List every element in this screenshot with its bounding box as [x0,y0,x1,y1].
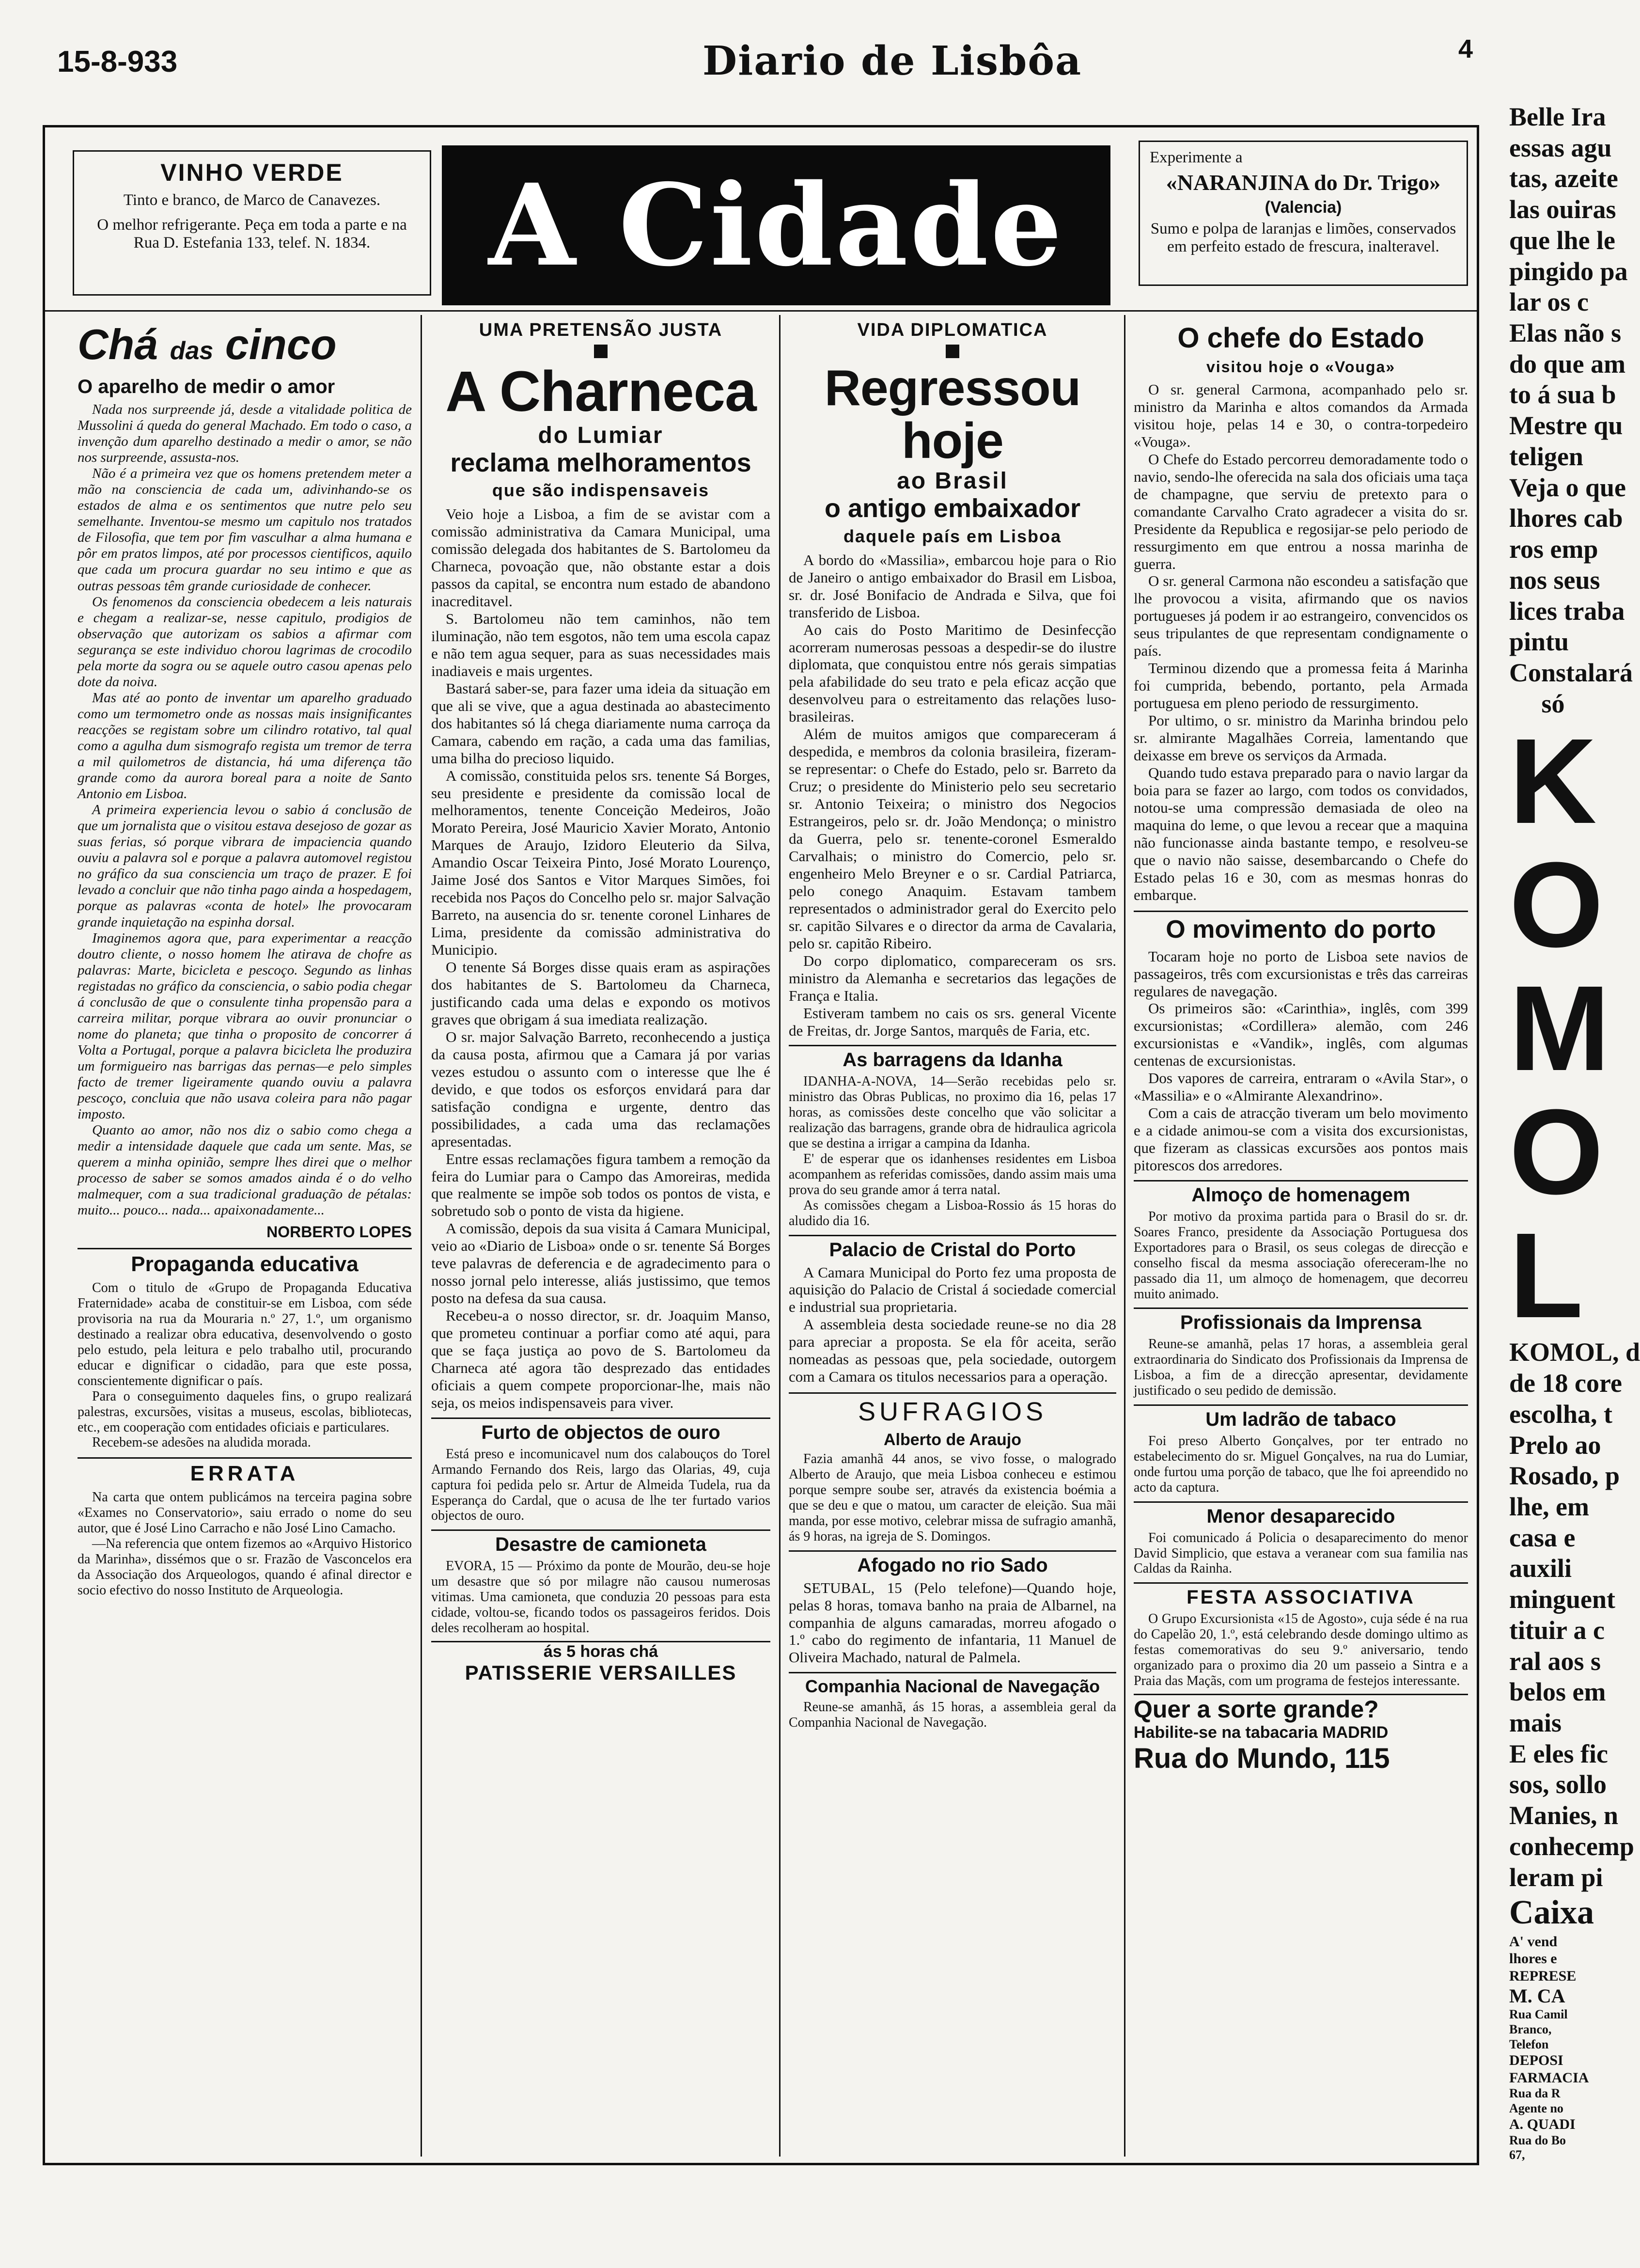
article-imprensa-body [1134,1337,1468,1399]
kicker-diplomatica: VIDA DIPLOMATICA [857,320,1048,340]
paragraph: Por motivo da proxima partida para o Brasil do sr. dr. Soares Franco, presidente da Associação Portuguesa dos Exportadores para o Brasil, os seus colegas de direcção e conselho fiscal da mesma associação ofereceram-lhe no passado dia 11, um almoço de homenagem, que decorreu muito animado. [1134,1209,1468,1302]
edge-line: Mestre qu [1509,411,1623,441]
article-menor-title: Menor desaparecido [1134,1501,1468,1528]
edge-line: Branco, [1509,2022,1552,2036]
headline-charneca: A Charneca [445,360,756,424]
paragraph: IDANHA-A-NOVA, 14—Serão recebidas pelo sr. ministro das Obras Publicas, no proximo dia 16, pelas 17 horas, as comissões deste concelho que vão solicitar a realização das barragens, grande obra de hidraulica agricola que se destina a irrigar a campina da Idanha. [789,1074,1116,1151]
column-1 [78,320,412,2152]
paragraph: A bordo do «Massilia», embarcou hoje para o Rio de Janeiro o antigo embaixador do Brasil em Lisboa, sr. dr. José Bonifacio de Andrada e Silva, que foi transferido de Lisboa. [789,551,1116,621]
article-palacio-title: Palacio de Cristal do Porto [789,1235,1116,1261]
article-sufragios-body [789,1451,1116,1544]
edge-line: teligen [1509,441,1583,471]
paragraph: Mas até ao ponto de inventar um aparelho graduado como um termometro onde as nossas mais insignificantes reacções se registam sobre um cilindro rotativo, tal qual como a agulha dum sismografo regista um tremor de terra a mil quilometros de distancia, há uma diferença tão grande como da aurora boreal para a noite de Santo Antonio em Lisboa. [78,690,412,802]
edge-line: Agente no [1509,2101,1563,2115]
edge-line: lar os c [1509,287,1589,317]
ad-naranjina-pre: Experimente a [1150,149,1243,166]
paragraph: Está preso e incomunicavel num dos calabouços do Torel Armando Fernando dos Reis, largo das Olarias, 49, cuja captura foi pedida pelo sr. Artur de Almeida Tudela, rua da Esperança do Cardal, que o acusa de lhe ter furtado varios objectos de ouro. [431,1446,770,1524]
edge-line: que lhe le [1509,225,1616,255]
section-banner: A Cidade [442,145,1110,305]
edge-line: Manies, n [1509,1801,1619,1830]
paragraph: A assembleia desta sociedade reune-se no dia 28 para apreciar a proposta. Se ela fôr aceita, serão nomeadas as pessoas que, pela sociedade, outorgem com a Camara os titulos necessarios para a operação. [789,1316,1116,1386]
article-propaganda-title: Propaganda educativa [78,1248,412,1276]
article-chefe-title: O chefe do Estado [1177,322,1424,354]
paragraph: Reune-se amanhã, pelas 17 horas, a assembleia geral extraordinaria do Sindicato dos Profissionais da Imprensa de Lisboa, a fim de a direcção apresentar, devidamente justificado o seu pedido de demissão. [1134,1337,1468,1399]
paragraph: A comissão, constituida pelos srs. tenente Sá Borges, seu presidente e presidente da comissão local de melhoramentos, tenente Conceição Medeiros, João Morato Pereira, José Mauricio Xavier Morato, Antonio Marques de Araujo, Izidoro Eleuterio da Silva, Amandio Oscar Teixeira Pinto, José Morato Lourenço, Jaime José dos Santos e Vitor Marques Simões, foi recebida nos Paços do Concelho pelo sr. major Salvação Barreto, na ausencia do sr. tenente coronel Linhares de Lima, presidente da comissão administrativa do Municipio. [431,767,770,959]
ad-sorte-line1: Quer a sorte grande? [1134,1695,1379,1723]
article-furto-title: Furto de objectos de ouro [431,1418,770,1444]
article-companhia-title: Companhia Nacional de Navegação [789,1672,1116,1697]
edge-line: Veja o que [1509,472,1626,502]
paragraph: As comissões chegam a Lisboa-Rossio ás 15 horas do aludido dia 16. [789,1197,1116,1228]
paragraph: Tocaram hoje no porto de Lisboa sete navios de passageiros, três com excursionistas e três das carreiras regulares de navegação. [1134,947,1468,1000]
edge-line: do que am [1509,349,1626,378]
ad-naranjina-text: Sumo e polpa de laranjas e limões, conservados em perfeito estado de frescura, inalteravel. [1150,220,1456,255]
ad-sorte-line3: Rua do Mundo, 115 [1134,1742,1390,1774]
edge-line: lhores cab [1509,504,1623,533]
ad-vinho-line1: Tinto e branco, de Marco de Canavezes. [123,191,381,209]
paragraph: Imaginemos agora que, para experimentar a reacção doutro cliente, o nosso homem lhe atirava de chofre as palavras: Marte, bicicleta e pescoço. Segundo as linhas registadas no gráfico da consciencia, o sabio podia chegar á conclusão de que o consulente tinha propensão para a carreira militar, porque vibrara ao ouvir pronunciar o nome do planeta; que tinha o proposito de concorrer á Volta a Portugal, porque a palavra bicicleta lhe produzira um formigueiro nas barrigas das pernas—e pelo simples facto de tremer ligeiramente quando ouviu a palavra pescoço, concluia que não usava coleira para não pagar imposto. [78,930,412,1122]
edge-line: conhecemp [1509,1831,1634,1861]
edge-big-letter: M [1509,961,1610,1096]
edge-big-letter: O [1509,1084,1604,1220]
paragraph: Ao cais do Posto Maritimo de Desinfecção acorreram numerosas pessoas a despedir-se do ilustre diplomata, que conquistou entre nós gerais simpatias pela afabilidade do seu trato e pela eficaz acção que desenvolveu para o estreitamento das relações luso-brasileiras. [789,621,1116,725]
column-2 [431,320,770,2152]
top-rule [45,310,1477,312]
paragraph: SETUBAL, 15 (Pelo telefone)—Quando hoje, pelas 8 horas, tomava banho na praia de Albarnel, na companhia de alguns camaradas, morreu afogado o 1.º cabo do regimento de infantaria, 11 Manuel de Oliveira Machado, natural de Palmela. [789,1579,1116,1666]
paragraph: Os fenomenos da consciencia obedecem a leis naturais e chegam a realizar-se, nesse capitulo, prodigios de observação que autorizam os sabios a afirmar com segurança se este individuo chorou lagrimas de crocodilo pela morte da sogra ou se aquele outro casou apenas pelo dote da noiva. [78,594,412,690]
edge-line: Telefon [1509,2037,1549,2051]
article-idanha-body [789,1074,1116,1228]
article-errata-body [78,1490,412,1598]
subhead-brasil: ao Brasil [897,468,1008,494]
ad-vinho-title: VINHO VERDE [160,159,344,186]
paragraph: Os primeiros são: «Carinthia», inglês, com 399 excursionistas; «Cordillera» alemão, com 246 excursionistas e «Vandik», inglês, com algumas centenas de excursionistas. [1134,1000,1468,1070]
edge-line: tituir a c [1509,1615,1605,1645]
paragraph: Com a cais de atracção tiveram um belo movimento e a cidade animou-se com a visita dos excursionistas, que fizeram as classicas excursões aos pontos mais pitorescos dos arredores. [1134,1104,1468,1174]
right-edge-clipped-column [1509,102,1640,2200]
paragraph: Recebeu-a o nosso director, sr. dr. Joaquim Manso, que prometeu continuar a porfiar como até aqui, para que se faça justiça ao povo de S. Bartolomeu da Charneca até agora tão desprezado das entidades oficiais a quem compete proporcionar-lhe, mais não seja, os meios indispensaveis para viver. [431,1307,770,1411]
cinco-word: cinco [225,320,337,368]
subhead-lumiar: do Lumiar [538,422,664,448]
edge-line: auxili [1509,1554,1572,1583]
edge-line: Rua do Bo [1509,2133,1566,2147]
paragraph: Foi preso Alberto Gonçalves, por ter entrado no estabelecimento do sr. Miguel Gonçalves, na rua do Lumiar, onde furtou uma porção de tabaco, que lhe foi apreendido no acto da captura. [1134,1433,1468,1495]
article-desastre-body [431,1559,770,1636]
edge-line: Caixa [1509,1894,1594,1932]
kicker-separator [594,345,608,358]
article-desastre-title: Desastre de camioneta [431,1529,770,1556]
paragraph: A comissão, depois da sua visita á Camara Municipal, veio ao «Diario de Lisboa» onde o sr. tenente Sá Borges teve palavras de deferencia e de agradecimento para o nosso jornal pelo interesse, aliás justissimo, que temos posto na defesa da sua causa. [431,1220,770,1307]
paragraph: Terminou dizendo que a promessa feita á Marinha foi cumprida, bebendo, portanto, pela Armada portuguesa em pleno periodo de ressurgimento. [1134,660,1468,712]
edge-line: A' vend [1509,1933,1558,1950]
edge-line: lhores e [1509,1951,1557,1967]
article-porto-body [1134,948,1468,1174]
edge-line: só [1541,689,1565,718]
article-charneca-body [431,505,770,1412]
edge-line: FARMACIA [1509,2069,1589,2086]
edge-big-letter: O [1509,837,1604,973]
article-chefe-deck: visitou hoje o «Vouga» [1206,358,1396,376]
paragraph: Além de muitos amigos que compareceram á despedida, e membros da colonia brasileira, fizeram-se representar: o Chefe do Estado, pelo sr. Barreto da Cruz; o presidente do Ministerio pelo seu secretario sr. Antonio Teixeira; o ministro dos Negocios Estrangeiros, pelo sr. dr. João Mendonça; o ministro da Guerra, pelo sr. tenente-coronel Esmeraldo Carvalhais; o ministro do Comercio, pelo sr. engenheiro Melo Breyner e o sr. Cardial Patriarca, pelo conego Anaquim. Estavam tambem representados o administrador geral do Exercito pelo sr. capitão Silvares e o director da arma de Cavalaria, pelo sr. capitão Ribeiro. [789,725,1116,952]
cha-word: Chá [78,320,158,368]
article-companhia-body [789,1700,1116,1731]
article-imprensa-title: Profissionais da Imprensa [1134,1307,1468,1334]
edge-line: de 18 core [1509,1369,1622,1398]
edge-line: Belle Ira [1509,102,1606,131]
edge-line: essas agu [1509,133,1612,162]
article-idanha-title: As barragens da Idanha [789,1045,1116,1071]
paragraph: Veio hoje a Lisboa, a fim de se avistar com a comissão administrativa da Camara Municipal, uma comissão delegada dos habitantes de S. Bartolomeu da Charneca, povoação que, não obstante estar a dois passos da capital, se encontra num estado de abandono inacreditavel. [431,505,770,610]
paragraph: O sr. major Salvação Barreto, reconhecendo a justiça da causa posta, afirmou que a Camara já por varias vezes estudou o assunto com o interesse que lhe é devido, e que todos os esforços envidará para dar satisfação condigna e urgente, dentro das possibilidades, a cada uma das reclamações apresentadas. [431,1028,770,1150]
edge-line: leram pi [1509,1862,1603,1892]
article-afogado-body [789,1579,1116,1667]
ad-patisserie-line1: ás 5 horas chá [543,1642,658,1661]
edge-line: A. QUADI [1509,2116,1576,2133]
article-amor-title: O aparelho de medir o amor [78,376,335,397]
article-amor-body [78,402,412,1218]
subhead-embaixador: o antigo embaixador [824,494,1081,523]
edge-line: to á sua b [1509,380,1616,410]
article-furto-body [431,1447,770,1524]
author-signature: NORBERTO LOPES [266,1223,412,1241]
kicker-pretensao: UMA PRETENSÃO JUSTA [479,320,723,340]
cha-das-cinco-title [78,320,412,369]
paragraph: Entre essas reclamações figura tambem a remoção da feira do Lumiar para o Campo das Amoreiras, medida que realmente se impõe sob todos os pontos de vista, e sobretudo sob o ponto de vista da higiene. [431,1150,770,1220]
deck-lisboa: daquele país em Lisboa [843,526,1062,546]
edge-big-letter: L [1509,1208,1583,1343]
ad-vinho-line2: O melhor refrigerante. Peça em toda a parte e na Rua D. Estefania 133, telef. N. 1834. [97,216,407,252]
article-sufragios-subtitle: Alberto de Araujo [884,1431,1021,1449]
article-palacio-body [789,1264,1116,1386]
article-ladrao-body [1134,1433,1468,1496]
edge-line: belos em [1509,1677,1606,1707]
paragraph: —Na referencia que ontem fizemos ao «Arquivo Historico da Marinha», dissémos que o sr. Frazão de Vasconcelos era da Associação dos Arqueologos, quando é afinal director e socio efectivo do nosso Instituto de Arqueologia. [78,1536,412,1598]
edge-line: ros emp [1509,535,1598,564]
edge-line: REPRESE [1509,1968,1577,1984]
page-number: 4 [1458,34,1473,63]
col-rule-3 [1124,315,1125,2157]
edge-line: escolha, t [1509,1399,1612,1429]
edge-line: pintu [1509,627,1569,657]
headline-regressou: Regressou hoje [824,360,1081,470]
paragraph: O Chefe do Estado percorreu demoradamente todo o navio, sendo-lhe oferecida na sala dos oficiais uma taça de champagne, que serviu de pretexto para o comandante Carvalho Crato agradecer a visita do sr. Presidente da Republica e regosijar-se pelo periodo de ressurgimento em que entrou a nossa marinha de guerra. [1134,450,1468,572]
article-chefe-body [1134,381,1468,904]
edge-line: casa e [1509,1523,1576,1552]
issue-date: 15-8-933 [57,45,178,79]
article-menor-body [1134,1530,1468,1577]
paragraph: Do corpo diplomatico, compareceram os srs. ministro da Alemanha e secretarios das legações de França e Italia. [789,952,1116,1004]
edge-line: lhe, em [1509,1492,1589,1521]
paragraph: E' de esperar que os idanhenses residentes em Lisboa acompanhem as referidas comissões, dando assim mais uma prova do seu grande amor á terra natal. [789,1151,1116,1197]
paragraph: Com o titulo de «Grupo de Propaganda Educativa Fraternidade» acaba de constituir-se em Lisboa, com séde provisoria na rua da Mouraria n.º 27, 1.º, um organismo destinado a realizar obra educativa, desenvolvendo o gosto pelo estudo, pela leitura e pelo trabalho util, procurando educar e dignificar o cidadão, para que este possa, conscientemente dignificar o país. [78,1280,412,1388]
edge-line: las ouiras [1509,195,1616,224]
edge-line: sos, sollo [1509,1770,1607,1799]
paragraph: Não é a primeira vez que os homens pretendem meter a mão na consciencia de cada um, adivinhando-se os estados de alma e os sentimentos que nutre pelo seu semelhante. Inventou-se mesmo um capitulo nos tratados de Filosofia, que tem por fim vasculhar a alma humana e pôr em pratos limpos, até por processos cientificos, aquilo que cada um procura guardar no seu intimo e que as outras pessoas têm grande curiosidade de conhecer. [78,466,412,594]
paragraph: S. Bartolomeu não tem caminhos, não tem iluminação, não tem esgotos, não tem uma escola capaz e não tem agua sequer, para as suas necessidades mais inadiaveis e mais urgentes. [431,610,770,679]
edge-line: Rua da R [1509,2086,1561,2101]
paragraph: EVORA, 15 — Próximo da ponte de Mourão, deu-se hoje um desastre que só por milagre não causou numerosas vitimas. Uma camioneta, que conduzia 20 pessoas para esta cidade, voltou-se, ficando todos os passageiros feridos. Dois deles recolheram ao hospital. [431,1559,770,1636]
paragraph: O tenente Sá Borges disse quais eram as aspirações dos habitantes de S. Bartolomeu da Charneca, justificando cada uma delas e expondo os motivos graves que obrigam á sua imediata realização. [431,959,770,1028]
paragraph: Bastará saber-se, para fazer uma ideia da situação em que ali se vive, que a agua destinada ao abastecimento dos habitantes só lá chega diariamente numa carroça da Camara, cabendo em ração, a cada uma das familias, uma bilha do precioso liquido. [431,679,770,767]
paragraph: Na carta que ontem publicámos na terceira pagina sobre «Exames no Conservatorio», saiu errado o nome do seu autor, que é José Lino Carracho e não José Lino Camacho. [78,1490,412,1536]
edge-line: lices traba [1509,596,1625,626]
paragraph: A Camara Municipal do Porto fez uma proposta de aquisição do Palacio de Cristal á sociedade comercial e industrial sua proprietaria. [789,1263,1116,1316]
col-rule-2 [779,315,781,2157]
ad-naranjina [1139,141,1468,286]
article-almoco-title: Almoço de homenagem [1134,1180,1468,1206]
das-word: das [170,337,214,365]
subhead-melhoramentos: reclama melhoramentos [450,448,751,477]
article-errata-title: ERRATA [78,1457,412,1486]
edge-line: 67, [1509,2148,1525,2162]
masthead: Diario de Lisbôa [703,38,1082,84]
paragraph: A primeira experiencia levou o sabio á conclusão de que um jornalista que o visitou estava desejoso de gozar as suas ferias, só porque vibrara de impaciencia quando ouviu a palavra sol e porque a palavra automovel registou no gráfico da sua consciencia um traço de prazer. E foi levado a concluir que não tinha pago ainda a hospedagem, porque as palavras «conta de hotel» lhe provocaram grande inquietação na espinha dorsal. [78,802,412,930]
ad-vinho-verde [73,150,431,296]
deck-indispensaveis: que são indispensaveis [492,480,710,501]
article-embaixador-body [789,551,1116,1040]
article-porto-title: O movimento do porto [1134,911,1468,944]
edge-line: Prelo ao [1509,1430,1601,1460]
edge-line: Rosado, p [1509,1461,1620,1491]
paragraph: Por ultimo, o sr. ministro da Marinha brindou pelo sr. almirante Magalhães Correia, lamentando que deixasse em breve os serviços da Armada. [1134,712,1468,764]
paragraph: O sr. general Carmona não escondeu a satisfação que lhe provocou a visita, afirmando que os navios portugueses já podem ir ao estrangeiro, convencidos os seus tripulantes de que representam condignamente o país. [1134,572,1468,660]
article-festa-body [1134,1611,1468,1689]
edge-line: minguent [1509,1585,1616,1614]
kicker-separator [946,345,959,358]
edge-line: tas, azeite [1509,164,1618,193]
article-afogado-title: Afogado no rio Sado [789,1550,1116,1576]
paragraph: Reune-se amanhã, ás 15 horas, a assembleia geral da Companhia Nacional de Navegação. [789,1700,1116,1731]
paragraph: Estiveram tambem no cais os srs. general Vicente de Freitas, dr. Jorge Santos, marquês de Faria, etc. [789,1004,1116,1039]
paragraph: Para o conseguimento daqueles fins, o grupo realizará palestras, excursões, visitas a museus, escolas, bibliotecas, etc., em cooperação com entidades oficiais e particulares. [78,1388,412,1435]
paragraph: Quanto ao amor, não nos diz o sabio como chega a medir a intensidade daquele que cada um sente. Mas, se querem a minha opinião, sempre lhes direi que o melhor processo de saber se somos amados ainda é o do velho malmequer, com a sua tradicional graduação de pétalas: muito... pouco... nada... apaixonadamente... [78,1122,412,1218]
edge-line: KOMOL, d [1509,1338,1640,1367]
edge-line: ral aos s [1509,1646,1601,1676]
paragraph: Foi comunicado á Policia o desaparecimento do menor David Simplicio, que estava a veranear com sua familia nas Caldas da Rainha. [1134,1530,1468,1576]
paragraph: Quando tudo estava preparado para o navio largar da boia para se fazer ao largo, com todos os convidados, notou-se uma compressão demasiada de oleo na maquina do leme, o que levou a recear que a maquina não funcionasse ainda bastante tempo, e resolveu-se que o navio não saisse, desembarcando o Chefe do Estado pelas 16 e 30, com as mesmas honras do embarque. [1134,764,1468,903]
edge-big-letter: K [1509,713,1597,849]
paragraph: Dos vapores de carreira, entraram o «Avila Star», o «Massilia» e o «Almirante Alexandrino». [1134,1070,1468,1104]
ad-naranjina-name: «NARANJINA do Dr. Trigo» [1166,170,1441,195]
column-3 [789,320,1116,2152]
ad-sorte-grande [1134,1694,1468,1775]
col-rule-1 [421,315,422,2157]
ad-patisserie-line2: PATISSERIE VERSAILLES [465,1661,737,1684]
edge-line: nos seus [1509,565,1600,595]
edge-line: M. CA [1509,1985,1565,2007]
edge-line: E eles fic [1509,1739,1608,1768]
paragraph: Recebem-se adesões na aludida morada. [92,1435,311,1450]
paragraph: Fazia amanhã 44 anos, se vivo fosse, o malogrado Alberto de Araujo, que meia Lisboa conheceu e estimou porque sempre soube ser, através da existencia boémia a que se deu e que o matou, um caracter de eleição. Sua mãi manda, por esse motivo, celebrar missa de sufragio amanhã, ás 9 horas, na igreja de S. Domingos. [789,1451,1116,1544]
edge-line: Constalará [1509,658,1633,687]
paragraph: O sr. general Carmona, acompanhado pelo sr. ministro da Marinha e altos comandos da Armada visitou hoje, pelas 14 e 30, o contra-torpedeiro «Vouga». [1134,381,1468,450]
ad-sorte-line2: Habilite-se na tabacaria MADRID [1134,1723,1389,1742]
article-sufragios-title: SUFRAGIOS [789,1392,1116,1427]
article-propaganda-body [78,1280,412,1450]
article-almoco-body [1134,1209,1468,1302]
paragraph: O Grupo Excursionista «15 de Agosto», cuja séde é na rua do Capelão 20, 1.º, está celebrando desde domingo ultimo as festas comemorativas do seu 9.º aniversario, tendo organizado para o proximo dia 20 um passeio a Sintra e a Praia das Maçãs, com um programa de festejos interessante. [1134,1611,1468,1689]
article-festa-title: FESTA ASSOCIATIVA [1134,1582,1468,1608]
column-4 [1134,320,1468,2152]
article-ladrao-title: Um ladrão de tabaco [1134,1404,1468,1431]
ad-patisserie [431,1641,770,1685]
edge-line: pingido pa [1509,256,1628,286]
paragraph: Nada nos surpreende já, desde a vitalidade politica de Mussolini á queda do general Machado. Em todo o caso, a invenção dum aparelho destinado a medir o amor, se não nos surpreende, assusta-nos. [78,402,412,466]
ad-naranjina-place: (Valencia) [1265,198,1342,217]
edge-line: DEPOSI [1509,2052,1563,2069]
edge-line: mais [1509,1708,1562,1737]
edge-line: Elas não s [1509,318,1622,348]
edge-line: Rua Camil [1509,2007,1568,2022]
